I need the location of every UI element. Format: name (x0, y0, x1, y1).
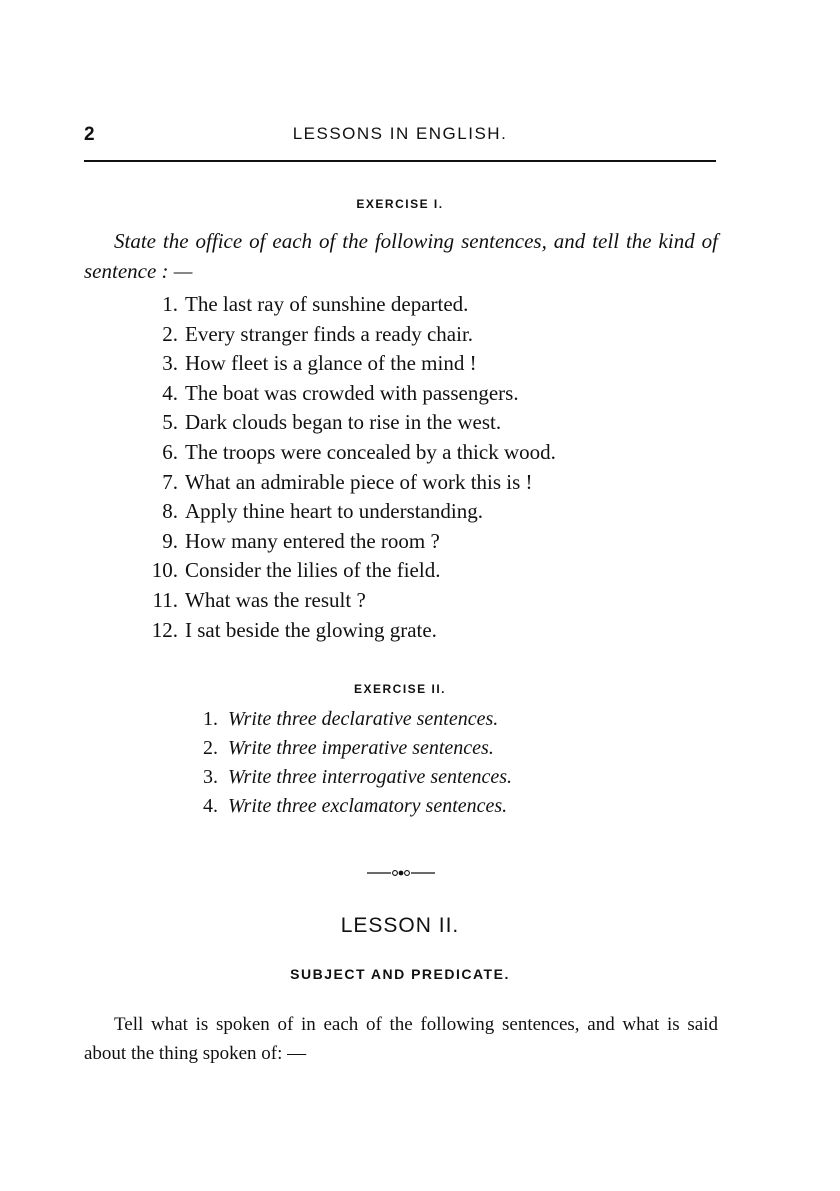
list-item (84, 438, 724, 468)
list-item (84, 468, 724, 498)
item-number: 3. (162, 351, 178, 376)
exercise-2-heading: EXERCISE II. (353, 682, 447, 696)
exercise-2-list (84, 705, 724, 821)
item-number: 2. (162, 321, 178, 346)
page-number: 2 (84, 124, 95, 145)
item-text: What was the result ? (185, 587, 366, 612)
list-item (84, 792, 724, 821)
item-text: Consider the lilies of the field. (185, 558, 441, 583)
item-number: 4. (162, 380, 178, 405)
item-text: How many entered the room ? (185, 528, 440, 553)
item-text: Write three exclamatory sentences. (228, 795, 508, 817)
list-item (84, 616, 724, 646)
item-number: 7. (162, 469, 178, 494)
item-text: Write three interrogative sentences. (228, 766, 512, 788)
lesson-instruction: Tell what is spoken of in each of the following sentences, and what is said about the thing spoken of: — (84, 1014, 718, 1064)
item-text: The boat was crowded with passengers. (185, 380, 519, 405)
lesson-subtitle: SUBJECT AND PREDICATE. (290, 966, 510, 982)
item-number: 6. (162, 439, 178, 464)
item-text: How fleet is a glance of the mind ! (185, 351, 477, 376)
list-item (84, 349, 724, 379)
item-text: Write three imperative sentences. (228, 737, 494, 759)
header-rule (84, 160, 716, 162)
item-text: The troops were concealed by a thick wood. (185, 439, 556, 464)
item-number: 11. (152, 587, 178, 612)
ornament-divider-icon (367, 868, 435, 878)
list-item (84, 556, 724, 586)
item-number: 8. (162, 499, 178, 524)
list-item (84, 408, 724, 438)
item-number: 1. (162, 292, 178, 316)
item-number: 1. (203, 708, 218, 730)
list-item (84, 527, 724, 557)
item-text: What an admirable piece of work this is ! (185, 469, 533, 494)
item-number: 10. (151, 558, 178, 583)
exercise-1-instruction: State the office of each of the following sentences, and tell the kind of sentence : — (84, 229, 718, 283)
list-item (84, 734, 724, 763)
item-text: The last ray of sunshine departed. (185, 292, 469, 316)
list-item (84, 497, 724, 527)
list-item (84, 290, 724, 320)
item-number: 2. (203, 737, 218, 759)
exercise-1-heading: EXERCISE I. (356, 197, 444, 211)
item-number: 9. (162, 528, 178, 553)
list-item (84, 320, 724, 350)
item-number: 4. (203, 795, 218, 817)
running-head (84, 124, 716, 150)
list-item (84, 705, 724, 734)
exercise-1-list (84, 290, 724, 645)
list-item (84, 586, 724, 616)
lesson-title: LESSON II. (340, 914, 460, 937)
running-title: LESSONS IN ENGLISH. (292, 124, 508, 143)
item-number: 12. (151, 617, 178, 642)
list-item (84, 763, 724, 792)
item-text: Dark clouds began to rise in the west. (185, 410, 502, 435)
item-text: Apply thine heart to understanding. (185, 499, 484, 524)
list-item (84, 379, 724, 409)
item-text: Every stranger finds a ready chair. (185, 321, 474, 346)
item-text: I sat beside the glowing grate. (185, 617, 437, 642)
item-number: 5. (162, 410, 178, 435)
item-number: 3. (203, 766, 218, 788)
item-text: Write three declarative sentences. (228, 708, 499, 730)
